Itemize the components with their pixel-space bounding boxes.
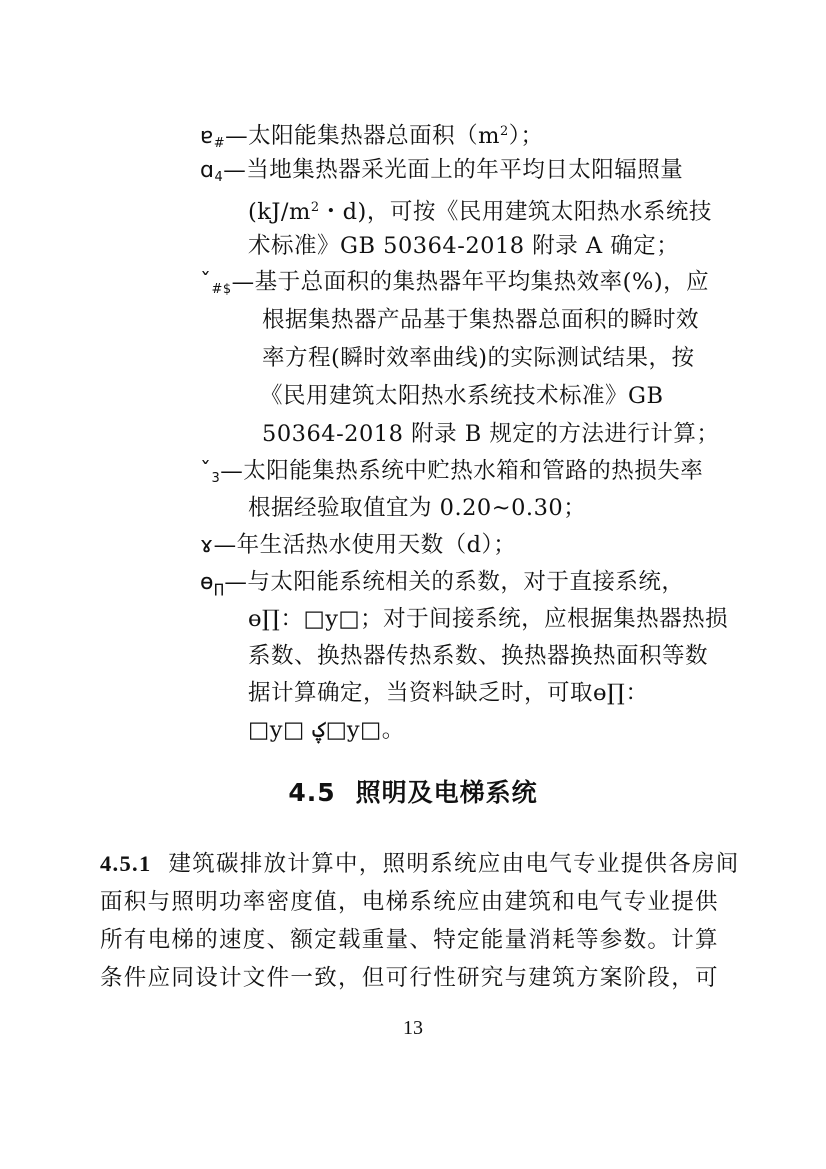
clause-text: 条件应同设计文件一致，但可行性研究与建筑方案阶段，可 xyxy=(100,965,719,991)
def-line-2 xyxy=(200,155,683,193)
def-line-17 xyxy=(248,715,405,745)
def-text: —太阳能集热器总面积（m xyxy=(225,123,500,149)
def-line-5 xyxy=(200,267,709,305)
def-text: —太阳能集热系统中贮热水箱和管路的热损失率 xyxy=(220,458,704,484)
def-line-3 xyxy=(248,193,712,227)
def-text: (kJ/m xyxy=(248,199,311,225)
symbol: ɑ xyxy=(200,158,215,183)
clause-number: 4.5.1 xyxy=(100,851,152,876)
page-number: 13 xyxy=(403,1017,423,1039)
def-tail: ）； xyxy=(508,123,544,149)
subscript: 4 xyxy=(214,170,224,185)
def-line-12 xyxy=(200,530,516,561)
superscript: 2 xyxy=(499,124,509,139)
section-heading xyxy=(0,776,826,810)
symbol: ˇ xyxy=(200,459,212,484)
clause-text: 所有电梯的速度、额定载重量、特定能量消耗等参数。计算 xyxy=(100,927,719,953)
superscript: 2 xyxy=(310,200,320,215)
def-text: ɵ∏：□y□；对于间接系统，应根据集热器热损 xyxy=(248,606,729,632)
def-tail: ・d)，可按《民用建筑太阳热水系统技 xyxy=(319,199,712,225)
clause-text: 面积与照明功率密度值，电梯系统应由建筑和电气专业提供 xyxy=(100,889,719,915)
symbol: ɐ xyxy=(200,124,214,149)
def-text: 根据集热器产品基于集热器总面积的瞬时效 xyxy=(262,307,700,333)
symbol: ˇ xyxy=(200,270,212,295)
def-line-9 xyxy=(262,419,719,449)
def-text: 系数、换热器传热系数、换热器换热面积等数 xyxy=(248,643,709,669)
section-number: 4.5 xyxy=(288,778,336,807)
def-line-16 xyxy=(248,678,648,708)
def-line-4 xyxy=(248,231,679,261)
clause-line-3 xyxy=(100,925,719,955)
def-line-11 xyxy=(248,493,586,523)
def-text: 率方程(瞬时效率曲线)的实际测试结果，按 xyxy=(262,345,695,371)
clause-line-4 xyxy=(100,963,719,993)
def-text: 术标准》GB 50364-2018 附录 A 确定； xyxy=(248,233,680,259)
def-text: 50364-2018 附录 B 规定的方法进行计算； xyxy=(262,421,720,447)
def-line-1 xyxy=(200,117,544,159)
def-line-8 xyxy=(260,381,664,411)
subscript: ∏ xyxy=(213,582,225,597)
def-text: 据计算确定，当资料缺乏时，可取ɵ∏： xyxy=(248,680,649,706)
def-text: —年生活热水使用天数（d）； xyxy=(213,532,517,558)
def-text: —与太阳能系统相关的系数，对于直接系统， xyxy=(224,569,685,595)
clause-text: 建筑碳排放计算中，照明系统应由电气专业提供各房间 xyxy=(168,851,740,877)
def-text: 根据经验取值宜为 0.20~0.30； xyxy=(248,495,587,521)
def-text: —基于总面积的集热器年平均集热效率(%)，应 xyxy=(231,269,710,295)
subscript: 3 xyxy=(211,471,221,486)
def-line-13 xyxy=(200,567,684,605)
def-text: □y□ ؼ□y□。 xyxy=(248,717,405,743)
def-line-7 xyxy=(262,343,695,373)
subscript: # xyxy=(213,136,226,151)
def-text: —当地集热器采光面上的年平均日太阳辐照量 xyxy=(223,157,684,183)
def-line-15 xyxy=(248,641,708,671)
symbol: ɵ xyxy=(200,570,214,595)
clause-line-1 xyxy=(100,849,740,879)
subscript: #$ xyxy=(211,282,232,297)
symbol: ɤ xyxy=(200,533,214,558)
def-line-6 xyxy=(262,305,699,335)
clause-line-2 xyxy=(100,887,719,917)
def-line-14 xyxy=(248,604,728,634)
section-title: 照明及电梯系统 xyxy=(355,778,538,807)
def-text: 《民用建筑太阳热水系统技术标准》GB xyxy=(260,383,664,409)
def-line-10 xyxy=(200,456,703,494)
